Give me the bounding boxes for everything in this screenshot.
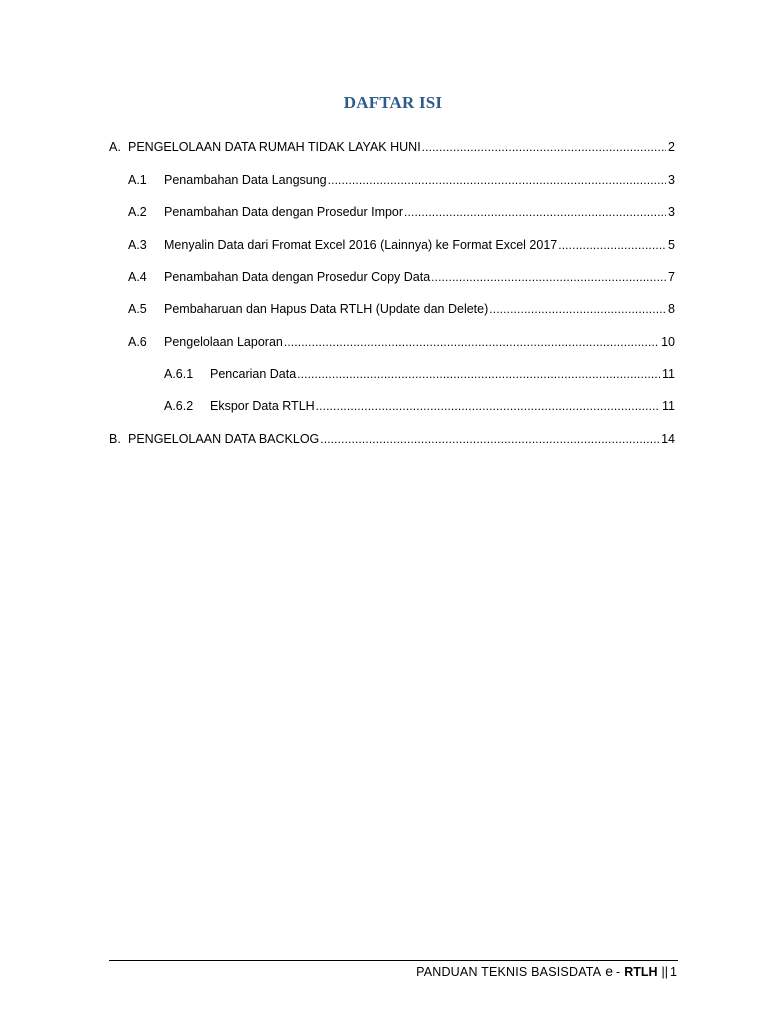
- toc-page-number: 5: [668, 238, 675, 252]
- toc-entry[interactable]: [128, 334, 675, 350]
- toc-entry-text: Penambahan Data dengan Prosedur Copy Data: [164, 270, 431, 284]
- toc-entry[interactable]: [128, 172, 675, 188]
- toc-dot-leader: [558, 237, 666, 253]
- toc-dot-leader: [320, 431, 659, 447]
- toc-page-number: 14: [661, 432, 675, 446]
- toc-page-number: 11: [662, 399, 675, 413]
- toc-entry-text: Ekspor Data RTLH: [210, 399, 315, 413]
- toc-entry-number: A.: [109, 140, 121, 154]
- toc-dot-leader: [328, 172, 666, 188]
- toc-entry-number: A.3: [128, 238, 147, 252]
- toc-entry-number: A.5: [128, 302, 147, 316]
- toc-title: DAFTAR ISI: [343, 93, 443, 112]
- toc-entry[interactable]: [164, 366, 675, 382]
- toc-entry-text: Penambahan Data Langsung: [164, 173, 327, 187]
- toc-dot-leader: [489, 301, 666, 317]
- footer-dash: -: [616, 965, 621, 979]
- toc-entry-text: Pembaharuan dan Hapus Data RTLH (Update dan Delete): [164, 302, 489, 316]
- toc-entry[interactable]: [128, 301, 675, 317]
- toc-dot-leader: [316, 398, 660, 414]
- toc-entry-text: Pencarian Data: [210, 367, 297, 381]
- toc-entry[interactable]: [128, 237, 675, 253]
- toc-page-number: 10: [661, 335, 675, 349]
- toc-entry-text: PENGELOLAAN DATA RUMAH TIDAK LAYAK HUNI: [128, 140, 421, 154]
- toc-entry-text: Menyalin Data dari Fromat Excel 2016 (Lainnya) ke Format Excel 2017: [164, 238, 558, 252]
- toc-dot-leader: [431, 269, 666, 285]
- toc-entry-text: Penambahan Data dengan Prosedur Impor: [164, 205, 404, 219]
- toc-page-number: 7: [668, 270, 675, 284]
- toc-entry-number: A.1: [128, 173, 147, 187]
- toc-page-number: 8: [668, 302, 675, 316]
- toc-entry-number: A.6: [128, 335, 147, 349]
- toc-entry-number: B.: [109, 432, 121, 446]
- page-footer: [416, 963, 677, 980]
- toc-page-number: 11: [662, 367, 675, 381]
- toc-entry[interactable]: [164, 398, 675, 414]
- toc-dot-leader: [404, 204, 666, 220]
- toc-entry-number: A.4: [128, 270, 147, 284]
- toc-entry-text: Pengelolaan Laporan: [164, 335, 283, 349]
- footer-page-number: 1: [670, 965, 677, 979]
- toc-entry[interactable]: [128, 204, 675, 220]
- footer-divider: [109, 960, 678, 961]
- toc-entry-number: A.6.2: [164, 399, 194, 413]
- toc-page-number: 3: [668, 173, 675, 187]
- toc-entry[interactable]: [109, 139, 675, 155]
- toc-dot-leader: [297, 366, 660, 382]
- footer-document-title: PANDUAN TEKNIS BASISDATA: [416, 965, 602, 979]
- footer-brand: RTLH: [624, 965, 658, 979]
- toc-entry[interactable]: [128, 269, 675, 285]
- toc-entry-number: A.2: [128, 205, 147, 219]
- footer-separator: ||: [661, 965, 669, 979]
- toc-page-number: 2: [668, 140, 675, 154]
- toc-page-number: 3: [668, 205, 675, 219]
- toc-entry[interactable]: [109, 431, 675, 447]
- toc-entry-text: PENGELOLAAN DATA BACKLOG: [128, 432, 320, 446]
- footer-e-letter: e: [605, 963, 614, 979]
- toc-entry-number: A.6.1: [164, 367, 194, 381]
- toc-dot-leader: [422, 139, 666, 155]
- toc-dot-leader: [284, 334, 659, 350]
